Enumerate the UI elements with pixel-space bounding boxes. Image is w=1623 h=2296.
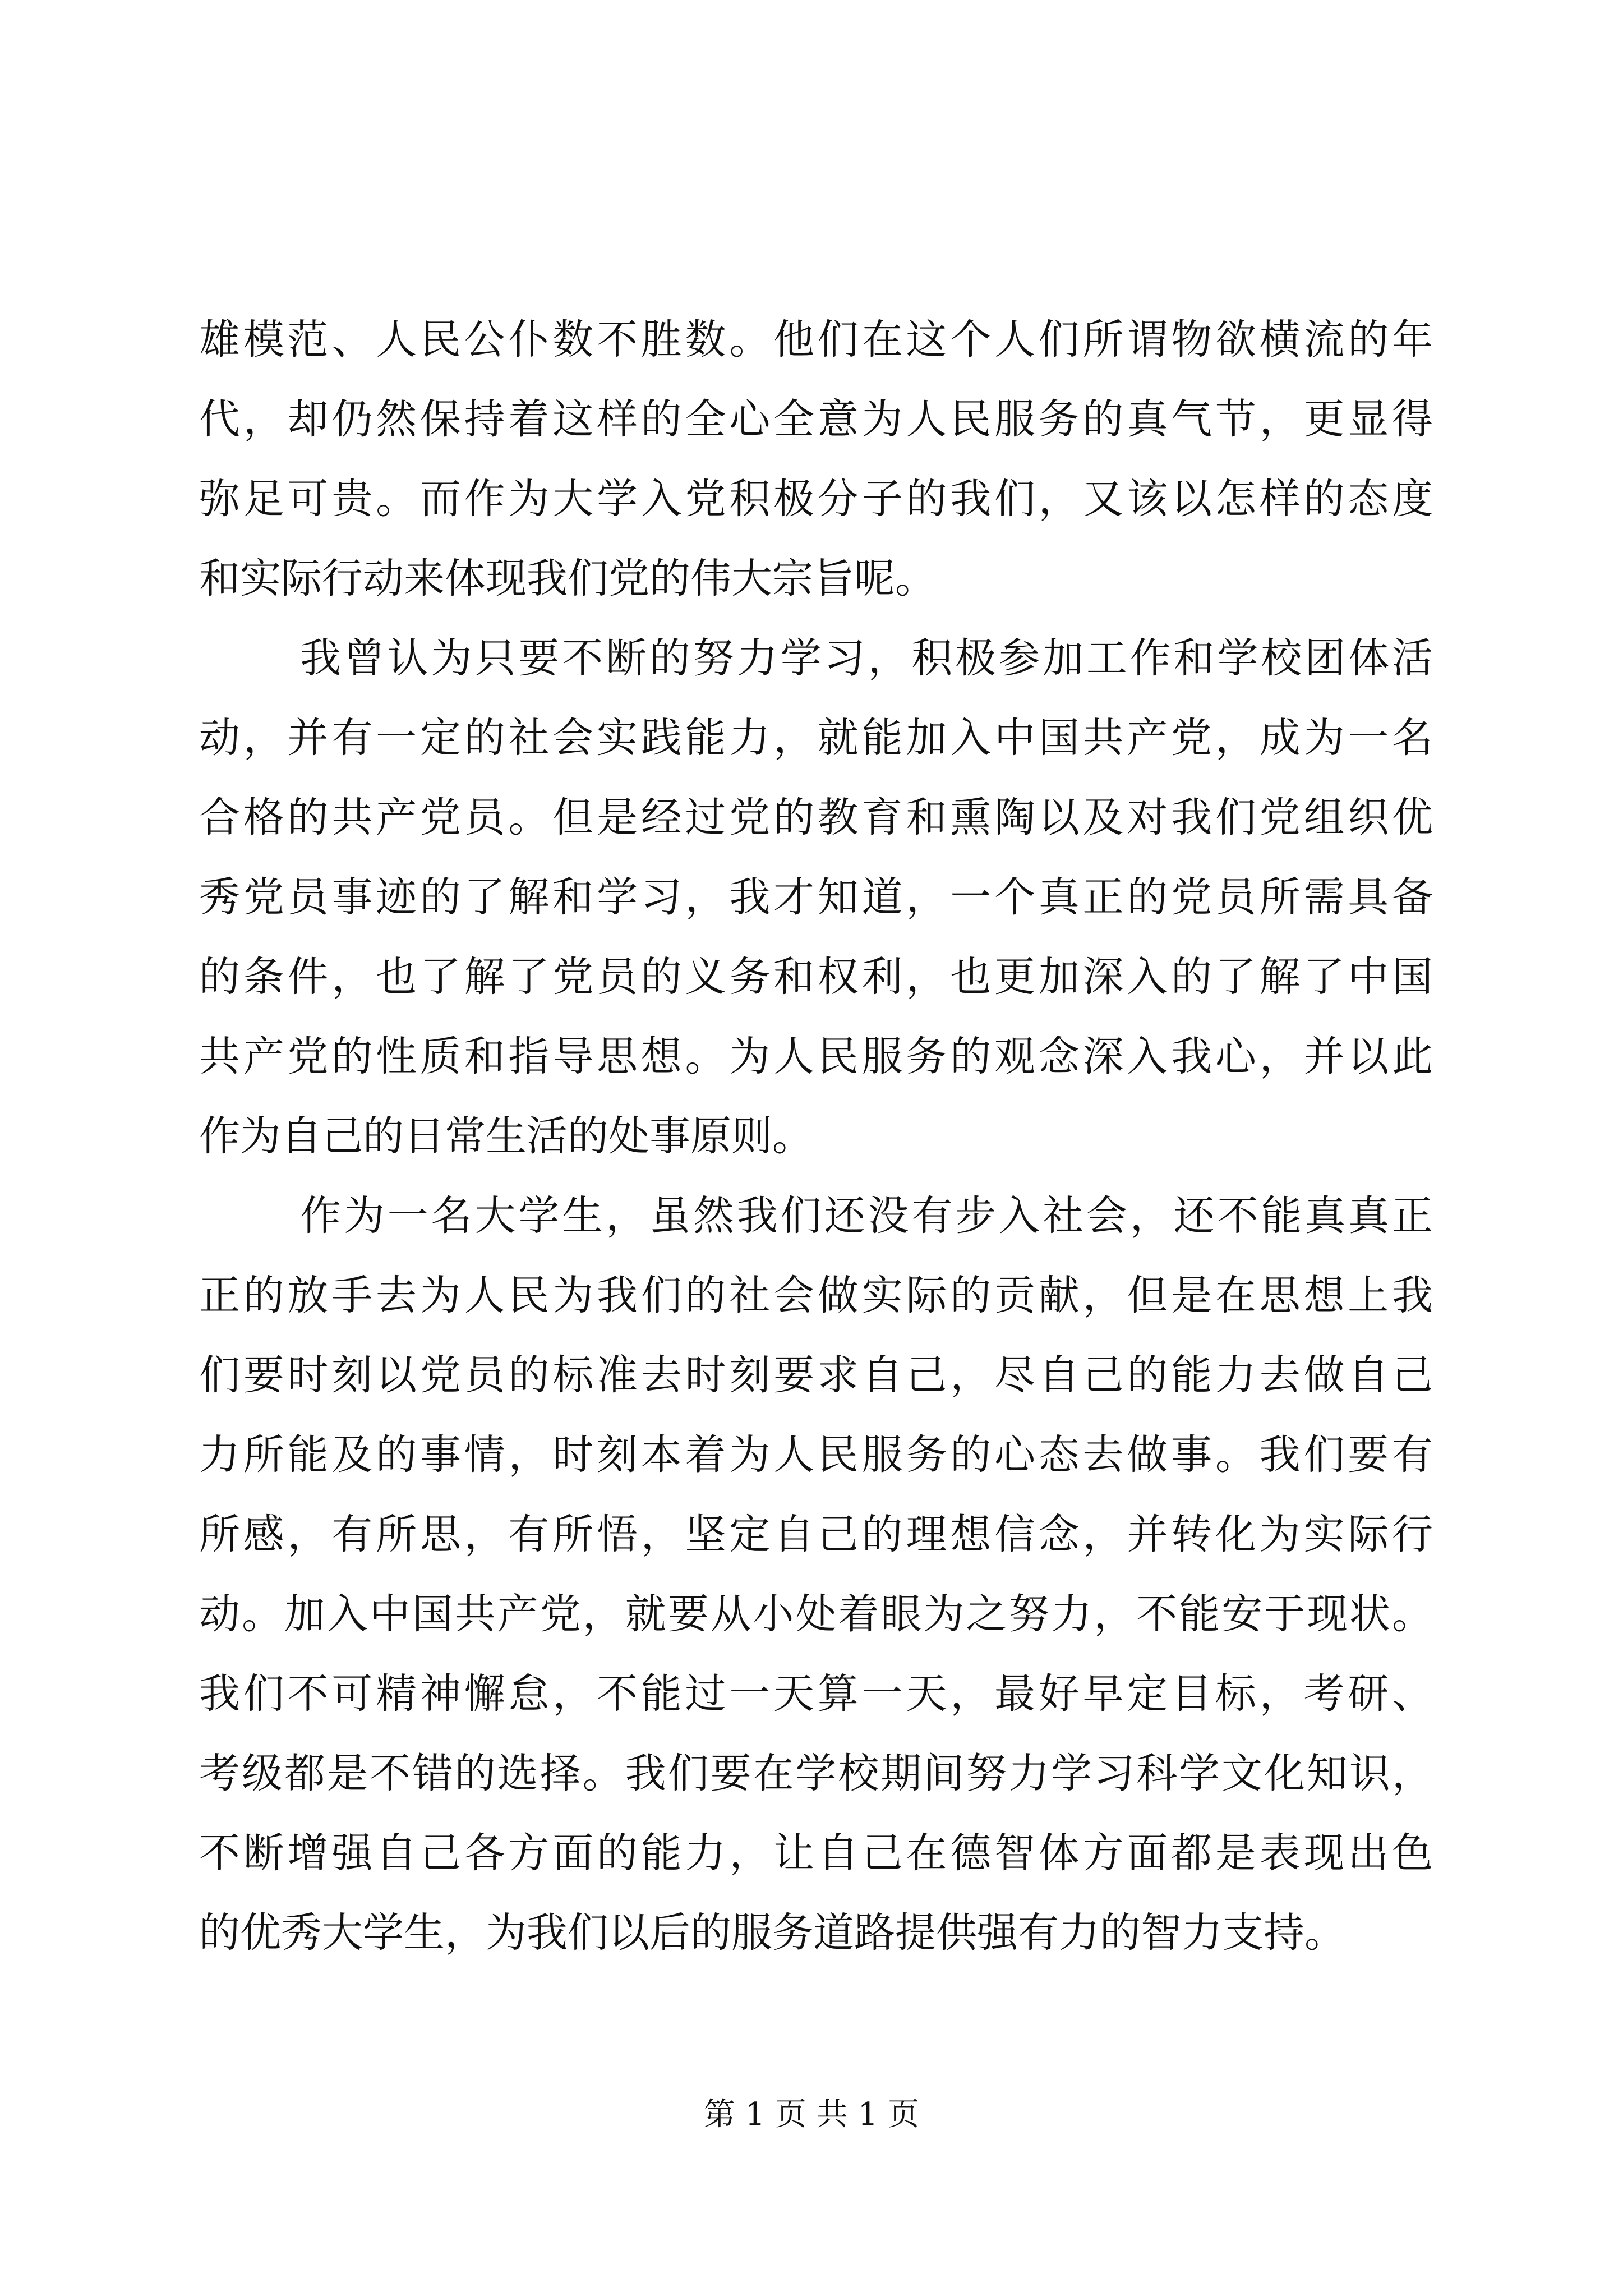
paragraph-3 [199,1176,1433,1973]
text-line: 作为一名大学生，虽然我们还没有步入社会，还不能真真正 [300,1192,1433,1240]
text-line: 力所能及的事情，时刻本着为人民服务的心态去做事。我们要有 [199,1431,1433,1479]
text-line: 动。加入中国共产党，就要从小处着眼为之努力，不能安于现状。 [199,1590,1433,1638]
text-line: 动，并有一定的社会实践能力，就能加入中国共产党，成为一名 [199,714,1433,762]
text-line: 秀党员事迹的了解和学习，我才知道，一个真正的党员所需具备 [199,873,1433,921]
text-line: 代，却仍然保持着这样的全心全意为人民服务的真气节，更显得 [199,395,1433,443]
text-line: 我曾认为只要不断的努力学习，积极参加工作和学校团体活 [300,634,1433,682]
text-line: 所感，有所思，有所悟，坚定自己的理想信念，并转化为实际行 [199,1511,1433,1558]
text-line: 们要时刻以党员的标准去时刻要求自己，尽自己的能力去做自己 [199,1351,1433,1399]
text-line: 的条件，也了解了党员的义务和权利，也更加深入的了解了中国 [199,953,1433,1001]
text-line: 正的放手去为人民为我们的社会做实际的贡献，但是在思想上我 [199,1272,1433,1319]
paragraph-2 [199,619,1433,1176]
text-line: 我们不可精神懈怠，不能过一天算一天，最好早定目标，考研、 [199,1670,1433,1718]
text-line: 考级都是不错的选择。我们要在学校期间努力学习科学文化知识， [199,1750,1433,1797]
text-line: 合格的共产党员。但是经过党的教育和熏陶以及对我们党组织优 [199,794,1433,841]
text-line: 的优秀大学生，为我们以后的服务道路提供强有力的智力支持。 [199,1909,1345,1957]
text-line: 雄模范、人民公仆数不胜数。他们在这个人们所谓物欲横流的年 [199,316,1433,364]
text-line: 共产党的性质和指导思想。为人民服务的观念深入我心，并以此 [199,1033,1433,1080]
text-line: 不断增强自己各方面的能力，让自己在德智体方面都是表现出色 [199,1829,1433,1877]
document-body [199,300,1433,1973]
paragraph-1 [199,300,1433,619]
page-number-footer: 第 1 页 共 1 页 [703,2096,920,2133]
text-line: 和实际行动来体现我们党的伟大宗旨呢。 [199,555,936,602]
text-line: 作为自己的日常生活的处事原则。 [199,1112,813,1160]
text-line: 弥足可贵。而作为大学入党积极分子的我们，又该以怎样的态度 [199,475,1433,523]
